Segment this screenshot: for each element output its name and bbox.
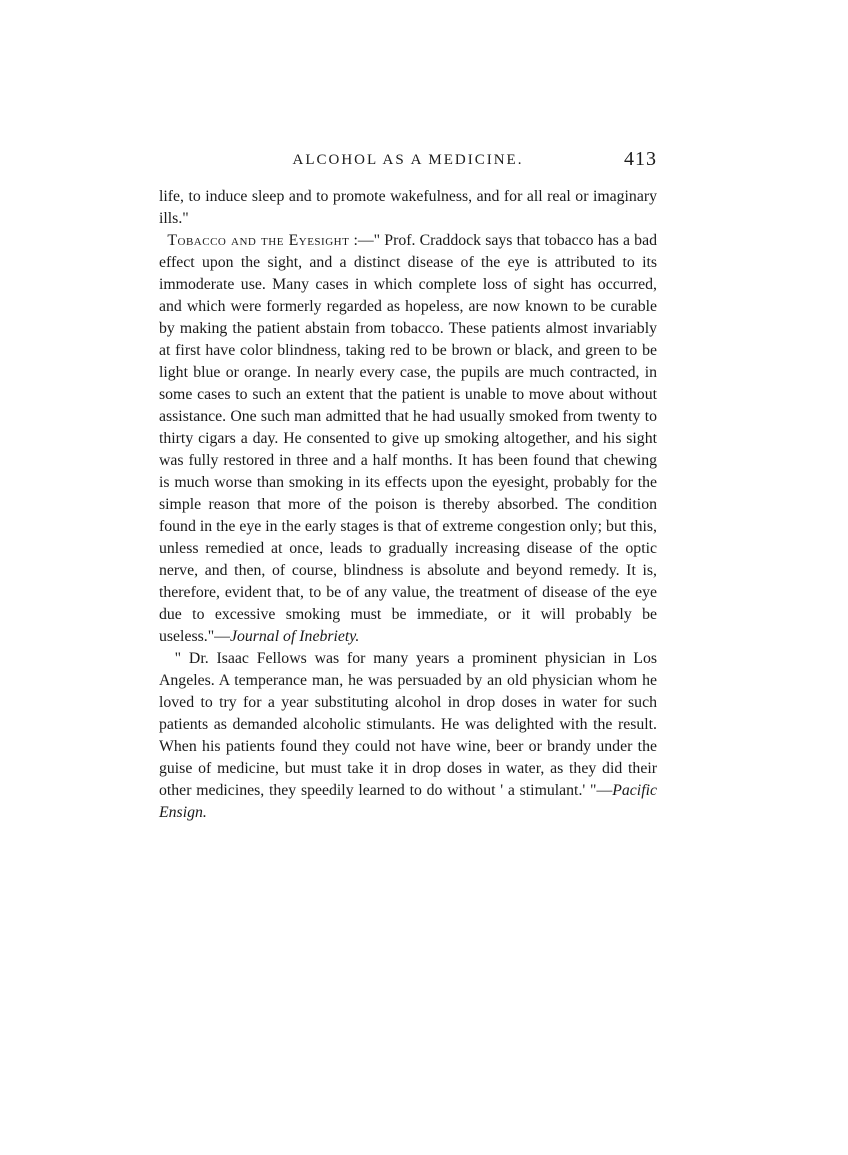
source-citation: Journal of Inebriety. [229, 628, 360, 645]
paragraph-tobacco-eyesight [159, 230, 657, 648]
paragraph-text: :—" Prof. Craddock says that tobacco has a bad effect upon the sight, and a distinct disease of the eye is attributed to its immoderate use. Many cases in which complete loss of sight has occurred, and which were formerly regarded as hopeless, are now known to be curable by making the patient abstain from tobacco. These patients almost invariably at first have color blindness, taking red to be brown or black, and green to be light blue or orange. In nearly every case, the pupils are much contracted, in some cases to such an extent that the patient is unable to move about without assistance. One such man admitted that he had usually smoked from twenty to thirty cigars a day. He consented to give up smoking altogether, and his sight was fully restored in three and a half months. It has been found that chewing is much worse than smoking in its effects upon the eyesight, probably for the simple reason that more of the poison is thereby absorbed. The condition found in the eye in the early stages is that of extreme congestion only; but this, unless remedied at once, leads to gradually increasing disease of the optic nerve, and then, of course, blindness is absolute and beyond remedy. It is, therefore, evident that, to be of any value, the treatment of disease of the eye due to excessive smoking must be immediate, or it will probably be useless."— [159, 232, 657, 645]
section-heading: Tobacco and the Eyesight [167, 232, 350, 249]
book-page [159, 148, 657, 824]
body-text [159, 186, 657, 824]
running-header [159, 148, 657, 178]
page-number: 413 [624, 148, 657, 170]
running-title: ALCOHOL AS A MEDICINE. [292, 152, 524, 168]
source-citation: Pacific Ensign. [159, 782, 657, 821]
paragraph-dr-fellows [159, 648, 657, 824]
paragraph-text: " Dr. Isaac Fellows was for many years a prominent physician in Los Angeles. A temperance man, he was persuaded by an old physician whom he loved to try for a year substituting alcohol in drop doses in water for such patients as demanded alcoholic stimulants. He was delighted with the result. When his patients found they could not have wine, beer or brandy under the guise of medicine, but must take it in drop doses in water, as they did their other medicines, they speedily learned to do without ' a stimulant.' "— [159, 650, 657, 799]
paragraph-continuation: life, to induce sleep and to promote wakefulness, and for all real or imaginary ills." [159, 188, 657, 227]
